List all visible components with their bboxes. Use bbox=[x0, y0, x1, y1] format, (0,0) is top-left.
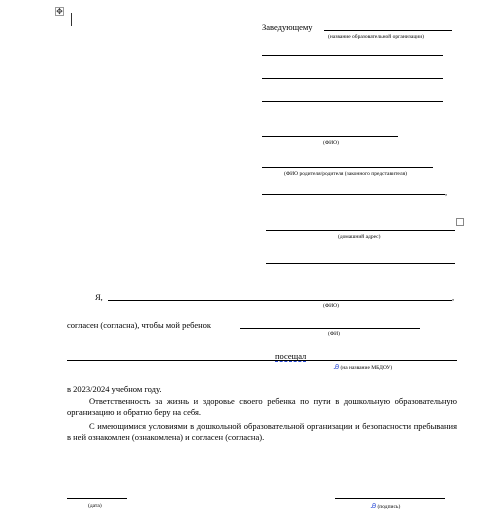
date-hint: (дата) bbox=[88, 503, 102, 509]
addressee-label: Заведующему bbox=[262, 22, 313, 32]
signature-hint-text: (подпись) bbox=[377, 504, 401, 510]
parent-extra-line[interactable] bbox=[262, 194, 445, 195]
signature-line[interactable] bbox=[335, 498, 445, 499]
addressee-line[interactable] bbox=[324, 30, 452, 31]
year-text: в 2023/2024 учебном году. bbox=[67, 384, 162, 394]
signature-hint bbox=[371, 503, 400, 510]
spellcheck-glyph-2: Ꭿ bbox=[371, 502, 377, 510]
address-line[interactable] bbox=[266, 230, 455, 231]
address-line-2[interactable] bbox=[266, 263, 455, 264]
institution-line-2[interactable] bbox=[262, 78, 443, 79]
responsibility-paragraph: Ответственность за жизнь и здоровье своего ребенка по пути в дошкольную образовательную организацию и обратно беру на себя. bbox=[67, 396, 457, 417]
address-hint: (домашний адрес) bbox=[338, 234, 381, 240]
institution-name-line[interactable] bbox=[67, 360, 457, 361]
table-cell-icon[interactable] bbox=[456, 218, 464, 226]
addressee-hint: (название образовательной организации) bbox=[328, 34, 424, 40]
text-cursor bbox=[71, 13, 72, 26]
spellcheck-glyph: Ꭿ bbox=[334, 363, 340, 371]
applicant-fio-hint: (ФИО) bbox=[323, 303, 339, 309]
ya-label: Я, bbox=[95, 292, 103, 302]
child-fi-hint: (ФИ) bbox=[328, 331, 340, 337]
child-fi-line[interactable] bbox=[240, 328, 420, 329]
applicant-fio-line[interactable] bbox=[108, 300, 452, 301]
header-trailing-comma: , bbox=[445, 187, 448, 197]
attend-word: посещал bbox=[275, 351, 307, 361]
institution-line-3[interactable] bbox=[262, 101, 443, 102]
date-line[interactable] bbox=[67, 498, 127, 499]
parent-fio-hint: (ФИО родителя/родителя (законного представителя) bbox=[284, 171, 407, 177]
agree-text: согласен (согласна), чтобы мой ребенок bbox=[67, 320, 212, 330]
institution-name-hint bbox=[334, 364, 392, 371]
parent-fio-line[interactable] bbox=[262, 167, 433, 168]
institution-hint-text: (на название МБДОУ) bbox=[340, 365, 393, 371]
institution-line-1[interactable] bbox=[262, 55, 443, 56]
body-trailing-comma: , bbox=[452, 292, 455, 302]
head-fio-line[interactable] bbox=[262, 136, 398, 137]
conditions-paragraph: С имеющимися условиями в дошкольной образовательной организации и безопасности пребывания в ней ознакомлен (ознакомлена) и согласен (согласна). bbox=[67, 421, 457, 442]
head-fio-hint: (ФИО) bbox=[323, 140, 339, 146]
table-move-handle-icon[interactable]: ✥ bbox=[56, 7, 63, 16]
